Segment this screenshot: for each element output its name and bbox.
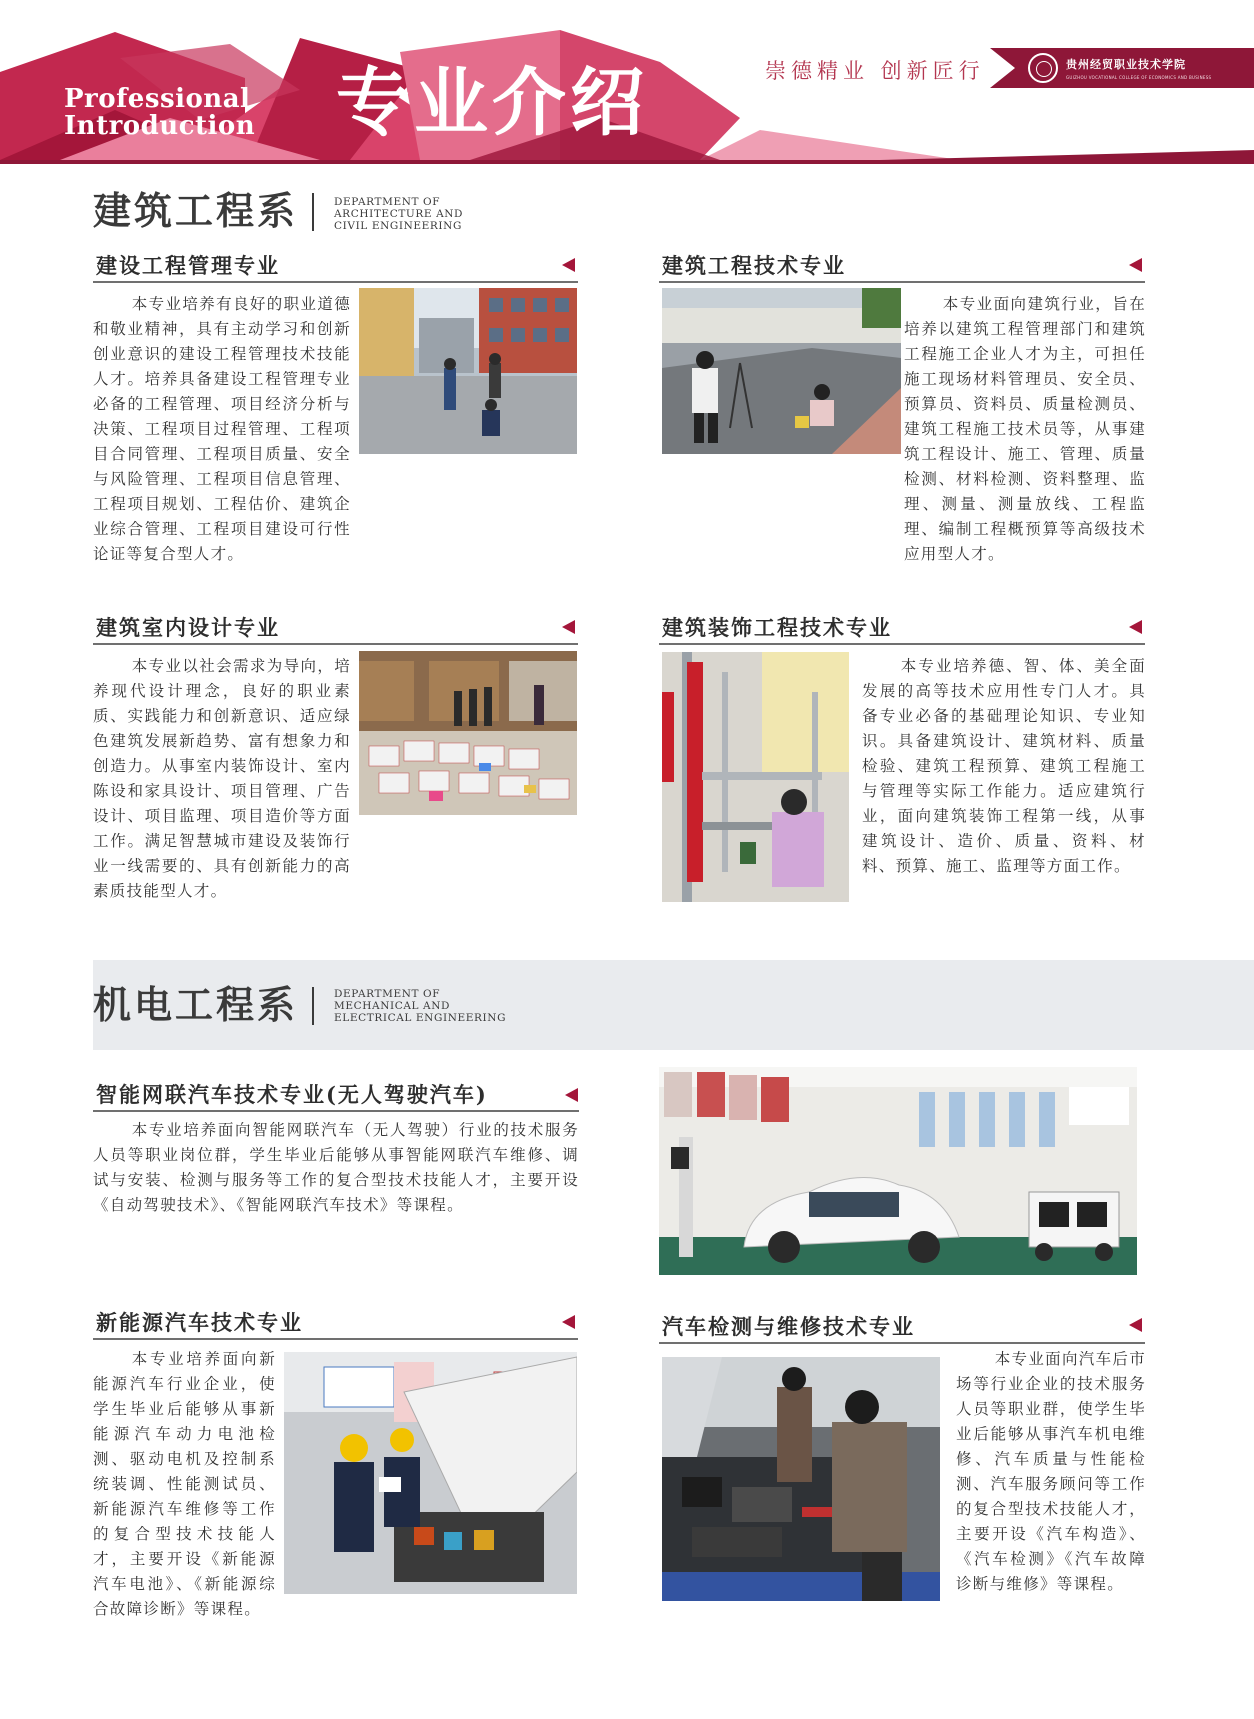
- triangle-marker-icon: [565, 1088, 578, 1102]
- triangle-marker-icon: [562, 1315, 575, 1329]
- dept-en-line: DEPARTMENT OF: [334, 988, 441, 1000]
- triangle-marker-icon: [562, 258, 575, 272]
- triangle-marker-icon: [1129, 1318, 1142, 1332]
- major-title-construction-management: 建设工程管理专业: [96, 253, 280, 278]
- heading-underline: [659, 643, 1145, 645]
- dept-en-line: ARCHITECTURE AND: [334, 208, 464, 220]
- triangle-marker-icon: [1129, 258, 1142, 272]
- college-logo: [1028, 53, 1058, 83]
- dept-en-line: DEPARTMENT OF: [334, 196, 441, 208]
- photo-students-surveying-courtyard: [359, 288, 577, 454]
- college-name: 贵州经贸职业技术学院: [1066, 58, 1186, 71]
- major-title-interior-design: 建筑室内设计专业: [96, 615, 280, 640]
- heading-underline: [93, 281, 578, 283]
- photo-students-measuring-road: [662, 288, 901, 454]
- major-title-construction-technology: 建筑工程技术专业: [662, 253, 846, 278]
- dept-divider: [312, 987, 314, 1025]
- photo-autonomous-vehicle-lab: [659, 1067, 1137, 1275]
- college-name-en: GUIZHOU VOCATIONAL COLLEGE OF ECONOMICS AND BUSINESS: [1066, 75, 1212, 80]
- major-description: 本专业培养有良好的职业道德和敬业精神，具有主动学习和创新创业意识的建设工程管理技术技能人才。培养具备建设工程管理专业必备的工程管理、项目经济分析与决策、工程项目过程管理、工程项目合同管理、工程项目质量、安全与风险管理、工程项目信息管理、工程项目规划、工程估价、建筑企业综合管理、工程项目建设可行性论证等复合型人才。: [93, 295, 351, 563]
- heading-underline: [93, 1338, 578, 1340]
- major-description: 本专业面向汽车后市场等行业企业的技术服务人员等职业群，使学生毕业后能够从事汽车机电维修、汽车质量与性能检测、汽车服务顾问等工作的复合型技术技能人才，主要开设《汽车构造》、《汽车检测》《汽车故障诊断与维修》等课程。: [956, 1350, 1146, 1593]
- heading-underline: [93, 643, 578, 645]
- photo-students-repairing-engine: [662, 1357, 940, 1601]
- major-description: 本专业以社会需求为导向，培养现代设计理念，良好的职业素质、实践能力和创新意识、适应绿色建筑发展新趋势、富有想象力和创造力。从事室内装饰设计、室内陈设和家具设计、项目管理、广告设计、项目监理、项目造价等方面工作。满足智慧城市建设及装饰行业一线需要的、具有创新能力的高素质技能型人才。: [93, 657, 351, 900]
- triangle-marker-icon: [562, 620, 575, 634]
- triangle-marker-icon: [1129, 620, 1142, 634]
- title-en-line2: Introduction: [64, 111, 256, 141]
- photo-design-exhibition: [359, 651, 577, 815]
- heading-underline: [659, 1342, 1145, 1344]
- title-cn: 专业介绍: [336, 60, 648, 146]
- photo-pipe-installation-lab: [662, 652, 849, 902]
- major-description: 本专业面向建筑行业，旨在培养以建筑工程管理部门和建筑工程施工企业人才为主，可担任施工现场材料管理员、安全员、预算员、资料员、质量检测员、建筑工程施工技术员等，从事建筑工程设计、施工、管理、质量检测、材料检测、资料整理、监理、测量、测量放线、工程监理、编制工程概预算等高级技术应用型人才。: [904, 295, 1146, 563]
- dept-title-architecture: 建筑工程系: [93, 188, 299, 233]
- major-title-new-energy-vehicle: 新能源汽车技术专业: [96, 1310, 303, 1335]
- college-motto: 崇德精业 创新匠行: [765, 59, 985, 83]
- major-title-vehicle-inspection-maintenance: 汽车检测与维修技术专业: [662, 1314, 915, 1339]
- dept-title-mechanical: 机电工程系: [93, 982, 299, 1027]
- dept-en-line: ELECTRICAL ENGINEERING: [334, 1012, 507, 1024]
- title-en: [64, 86, 255, 140]
- dept-divider: [312, 193, 314, 231]
- photo-new-energy-battery-inspection: [284, 1352, 577, 1594]
- dept-subtitle-mechanical: [334, 988, 506, 1024]
- major-title-decoration-engineering: 建筑装饰工程技术专业: [662, 615, 892, 640]
- heading-underline: [93, 1110, 579, 1112]
- major-title-intelligent-connected-vehicle: 智能网联汽车技术专业(无人驾驶汽车): [96, 1082, 488, 1107]
- major-description: 本专业培养德、智、体、美全面发展的高等技术应用性专门人才。具备专业必备的基础理论知识、专业知识。具备建筑设计、建筑材料、质量检验、建筑工程预算、建筑工程施工与管理等实际工作能力。适应建筑行业，面向建筑装饰工程第一线，从事建筑设计、造价、质量、资料、材料、预算、施工、监理等方面工作。: [862, 657, 1146, 875]
- major-description: 本专业培养面向新能源汽车行业企业，使学生毕业后能够从事新能源汽车动力电池检测、驱动电机及控制系统装调、性能测试员、新能源汽车维修等工作的复合型技术技能人才，主要开设《新能源汽车电池》、《新能源综合故障诊断》等课程。: [93, 1350, 276, 1618]
- title-en-line1: Professional: [64, 84, 251, 114]
- dept-subtitle-architecture: [334, 196, 463, 232]
- dept-en-line: MECHANICAL AND: [334, 1000, 451, 1012]
- major-description: 本专业培养面向智能网联汽车（无人驾驶）行业的技术服务人员等职业岗位群，学生毕业后能够从事智能网联汽车维修、调试与安装、检测与服务等工作的复合型技术技能人才，主要开设《自动驾驶技术》、《智能网联汽车技术》等课程。: [93, 1121, 579, 1214]
- heading-underline: [659, 281, 1145, 283]
- dept-en-line: CIVIL ENGINEERING: [334, 220, 462, 232]
